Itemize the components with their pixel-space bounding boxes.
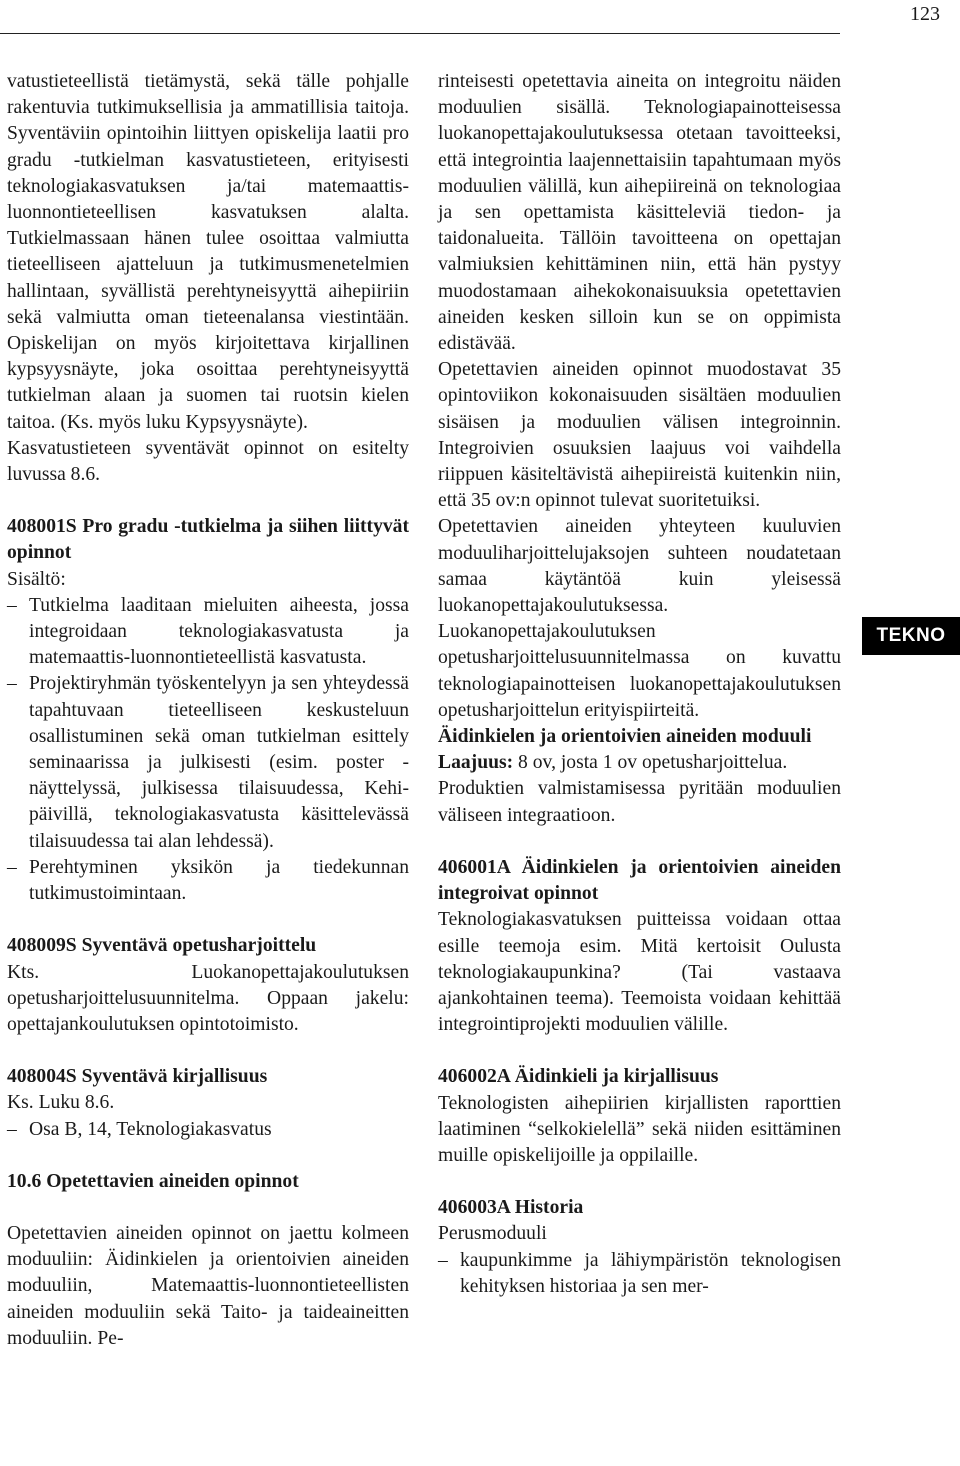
list-item: – Projektiryhmän työskentelyyn ja sen yhteydessä tapahtuvaan tieteelliseen keskusteluun osallistuminen sekä oman tutkielman esittely seminaarissa ja julkisesti (esim. poster -näyttelyssä, julkisessa tilaisuudessa, Kehi-päivillä, teknologiakasvatusta käsittelevässä tilaisuudessa tai alan lehdessä). bbox=[7, 671, 409, 854]
section-text-10-6: Opetettavien aineiden opinnot on jaettu kolmeen moduuliin: Äidinkielen ja orientoivien aineiden moduuliin, Matemaattis-luonnontieteellisten aineiden moduuliin sekä Taito- ja taideaineitten moduuliin. Pe- bbox=[7, 1222, 409, 1349]
intro-paragraph-2: Kasvatustieteen syventävät opinnot on esitelty luvussa 8.6. bbox=[7, 437, 409, 486]
right-paragraph-1: rinteisesti opetettavia aineita on integroitu näiden moduulien sisällä. Teknologiapainotteisessa luokanopettajakoulutuksessa otetaan tavoitteeksi, että integrointia laajennettaisiin tapahtumaan myös moduulien välillä, kun aihepiireinä on teknologiaa ja sen opettamista käsitteleviä tiedon- ja taidonalueita. Tällöin tavoitteena on opettajan valmiuksien kehittäminen niin, että hän pystyy muodostamaan aihekokonaisuuksia opetettavien aineiden kesken silloin kun se on oppimista edistävää. bbox=[438, 71, 841, 355]
side-tab-tekno: TEKNO bbox=[862, 617, 960, 655]
section-heading-406003A: 406003A Historia bbox=[438, 1197, 584, 1219]
module-text: Produktien valmistamisessa pyritään moduulien väliseen integraatioon. bbox=[438, 778, 841, 826]
content-list-406003A bbox=[438, 1248, 841, 1300]
list-item: – Osa B, 14, Teknologiakasvatus bbox=[7, 1117, 409, 1143]
right-column bbox=[438, 69, 841, 1300]
section-text-406001A: Teknologiakasvatuksen puitteissa voidaan ottaa esille teemoja esim. Mitä kertoisit Oulusta teknologiakaupunkina? (Tai vastaava ajankohtainen teema). Teemoista voidaan kehittää integrointiprojekti moduulien välille. bbox=[438, 909, 841, 1036]
section-heading-406001A: 406001A Äidinkielen ja orientoivien aineiden integroivat opinnot bbox=[438, 856, 841, 905]
content-list-408004S bbox=[7, 1117, 409, 1143]
module-scope bbox=[438, 750, 841, 776]
section-heading-408004S: 408004S Syventävä kirjallisuus bbox=[7, 1066, 268, 1088]
left-column bbox=[7, 69, 409, 1352]
content-list-408001S bbox=[7, 593, 409, 907]
section-text-408004S: Ks. Luku 8.6. bbox=[7, 1092, 115, 1114]
header-rule bbox=[0, 33, 840, 34]
right-paragraph-2: Opetettavien aineiden opinnot muodostavat 35 opintoviikon kokonaisuuden sisältäen moduulien sisäisen ja moduulien välisen integroinnin. Integroivien osuuksien laajuus voi vaihdella riippuen käsiteltävistä aihepiireistä kuitenkin niin, että 35 ov:n opinnot tulevat suoritetuiksi. bbox=[438, 359, 841, 512]
list-item: – Perehtyminen yksikön ja tiedekunnan tutkimustoimintaan. bbox=[7, 855, 409, 907]
module-heading: Äidinkielen ja orientoivien aineiden moduuli bbox=[438, 726, 812, 748]
right-paragraph-3: Opetettavien aineiden yhteyteen kuuluvien moduuliharjoittelujaksojen suhteen noudatetaan samaa käytäntöä kuin yleisessä luokanopettajakoulutuksessa. Luokanopettajakoulutuksen opetusharjoittelusuunnitelmassa on kuvattu teknologiapainotteisen luokanopettajakoulutuksen opetusharjoittelun erityispiirteitä. bbox=[438, 516, 841, 721]
scope-text: 8 ov, josta 1 ov opetusharjoittelua. bbox=[518, 752, 788, 774]
intro-paragraph: vatustieteellistä tietämystä, sekä tälle pohjalle rakentuvia tutkimuksellisia ja ammatillisia taitoja. Syventäviin opintoihin liittyen opiskelija laatii pro gradu -tutkielman kasvatustieteen, erityisesti teknologiakasvatuksen ja/tai matemaattis-luonnontieteellisen kasvatuksen alalta. Tutkielmassaan hänen tulee osoittaa valmiutta tieteelliseen ajatteluun ja tutkimusmenetelmien hallintaan, syvällistä perehtyneisyyttä aihepiiriin sekä valmiutta oman tieteenalansa viestintään. Opiskelijan on myös kirjoitettava kirjallinen kypsyysnäyte, joka osoittaa perehtyneisyyttä tutkielman alaan ja suomen tai ruotsin kielen taitoa. (Ks. myös luku Kypsyysnäyte). bbox=[7, 71, 409, 433]
section-heading-408001S: 408001S Pro gradu -tutkielma ja siihen liittyvät opinnot bbox=[7, 516, 409, 564]
page-number: 123 bbox=[910, 3, 940, 25]
section-heading-406002A: 406002A Äidinkieli ja kirjallisuus bbox=[438, 1066, 719, 1088]
section-heading-408009S: 408009S Syventävä opetusharjoittelu bbox=[7, 935, 317, 957]
scope-label: Laajuus: bbox=[438, 752, 514, 774]
section-heading-10-6: 10.6 Opetettavien aineiden opinnot bbox=[7, 1170, 299, 1192]
list-item: – Tutkielma laaditaan mieluiten aiheesta, jossa integroidaan teknologiakasvatusta ja matemaattis-luonnontieteellistä kasvatusta. bbox=[7, 593, 409, 672]
section-subheading-perusmoduuli: Perusmoduuli bbox=[438, 1223, 547, 1245]
section-text-406002A: Teknologisten aihepiirien kirjallisten raporttien laatiminen “selkokielellä” sekä niiden esittäminen muille opiskelijoille ja oppilaille. bbox=[438, 1092, 841, 1166]
section-subheading-sisalto: Sisältö: bbox=[7, 568, 66, 590]
section-text-408009S: Kts. Luokanopettajakoulutuksen opetusharjoittelusuunnitelma. Oppaan jakelu: opettajankoulutuksen opintotoimisto. bbox=[7, 961, 409, 1035]
list-item: – kaupunkimme ja lähiympäristön teknologisen kehityksen historiaa ja sen mer- bbox=[438, 1248, 841, 1300]
